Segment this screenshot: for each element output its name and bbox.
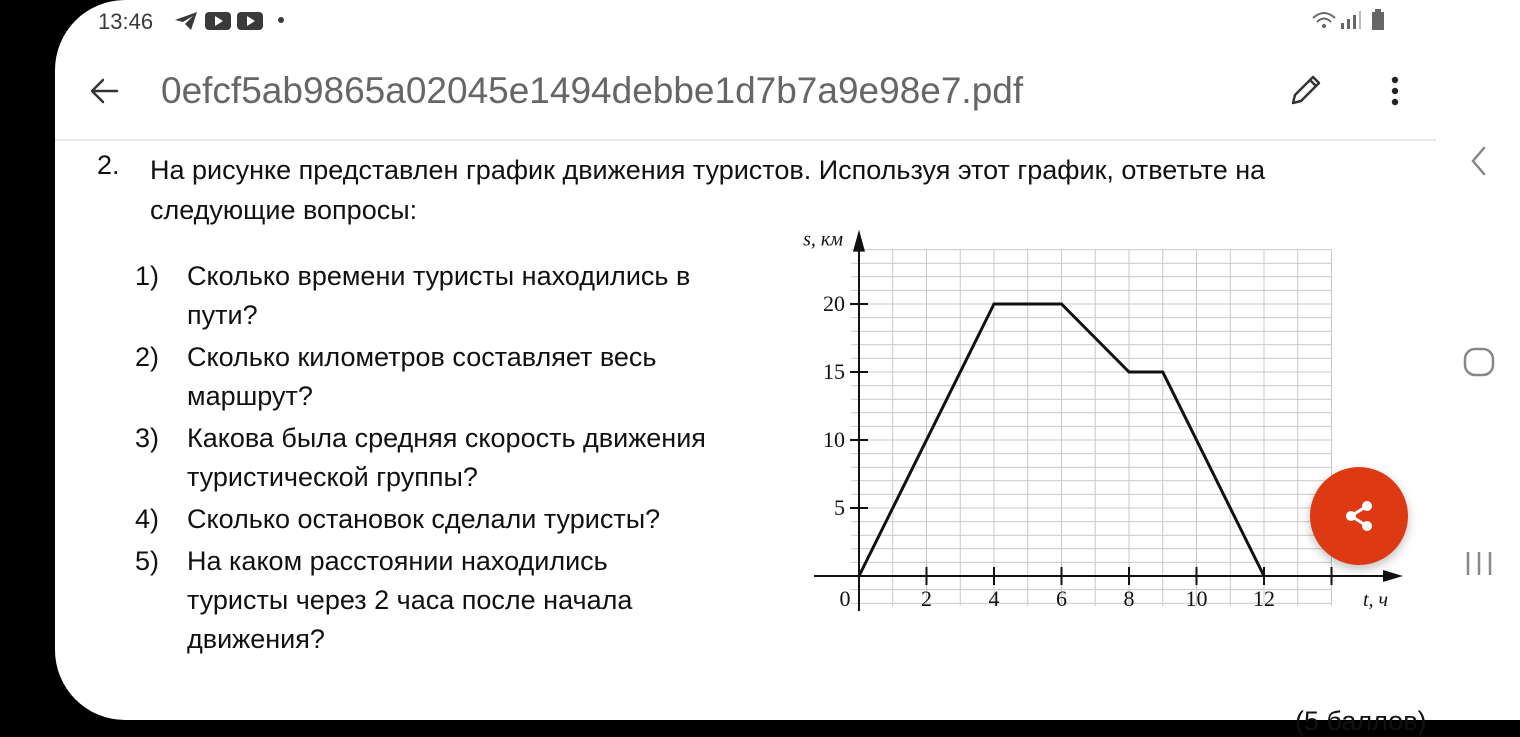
list-item (135, 500, 735, 539)
signal-icon (1340, 10, 1362, 30)
data-point (1128, 371, 1131, 374)
battery-icon (1371, 9, 1385, 31)
question-text: На рисунке представлен график движения туристов. Используя этот график, ответьте на следующие вопросы: (150, 155, 1266, 225)
list-item (135, 542, 735, 659)
list-item (135, 419, 735, 497)
item-number: 5) (135, 546, 160, 576)
pencil-icon[interactable] (1283, 69, 1327, 113)
item-number: 3) (135, 423, 160, 453)
share-icon (1339, 496, 1379, 536)
question-number: 2. (97, 150, 120, 180)
item-text: Сколько остановок сделали туристы? (187, 504, 661, 534)
points-label: (5 баллов) (1295, 706, 1427, 736)
list-item (135, 338, 735, 416)
item-text: Какова была средняя скорость движения туристической группы? (187, 423, 706, 492)
item-text: Сколько времени туристы находились в пути? (187, 261, 691, 330)
x-tick-label: 12 (1253, 586, 1275, 611)
system-navigation-bar (1436, 0, 1520, 720)
data-point (1060, 303, 1063, 306)
y-tick-label: 20 (823, 291, 845, 316)
status-time: 13:46 (98, 9, 154, 34)
x-tick-label: 8 (1123, 586, 1135, 611)
list-item (135, 257, 735, 335)
item-text: Сколько километров составляет весь маршрут? (187, 342, 657, 411)
y-axis-arrow (853, 230, 865, 252)
y-tick-label: 15 (823, 359, 845, 384)
pdf-page[interactable] (55, 140, 1436, 736)
item-number: 1) (135, 261, 160, 291)
x-tick-label: 4 (988, 586, 1000, 611)
x-axis-arrow (1383, 570, 1403, 582)
y-tick-label: 10 (823, 427, 845, 452)
x-axis-label: t, ч (1363, 589, 1389, 611)
x-tick-label: 10 (1185, 586, 1208, 611)
item-text: На каком расстоянии находились туристы через 2 часа после начала движения? (187, 546, 633, 654)
y-tick-label: 5 (834, 495, 845, 520)
x-tick-label: 0 (839, 586, 851, 611)
back-arrow-icon[interactable] (83, 69, 127, 113)
wifi-icon (1311, 10, 1337, 30)
y-axis-label: s, км (803, 228, 843, 251)
data-point (1263, 575, 1266, 578)
youtube-icon (205, 11, 231, 31)
notification-dot-icon (277, 16, 285, 24)
app-header (55, 55, 1436, 141)
document-title: 0efcf5ab9865a02045e1494debbe1d7b7a9e98e7.pdf (161, 70, 1024, 111)
item-number: 4) (135, 504, 160, 534)
question-list (135, 257, 735, 662)
data-point (993, 303, 996, 306)
app-screen (55, 0, 1436, 736)
more-vertical-icon[interactable] (1373, 69, 1417, 113)
nav-back-icon[interactable] (1468, 145, 1490, 177)
youtube-icon (237, 11, 263, 31)
nav-home-icon[interactable] (1462, 345, 1496, 379)
item-number: 2) (135, 342, 160, 372)
share-button[interactable] (1310, 467, 1408, 565)
status-bar (55, 0, 1436, 40)
nav-recents-icon[interactable] (1464, 548, 1494, 578)
telegram-icon (173, 10, 199, 32)
x-tick-label: 2 (921, 586, 932, 611)
data-point (858, 575, 861, 578)
data-point (1161, 371, 1164, 374)
x-tick-label: 6 (1056, 586, 1067, 611)
